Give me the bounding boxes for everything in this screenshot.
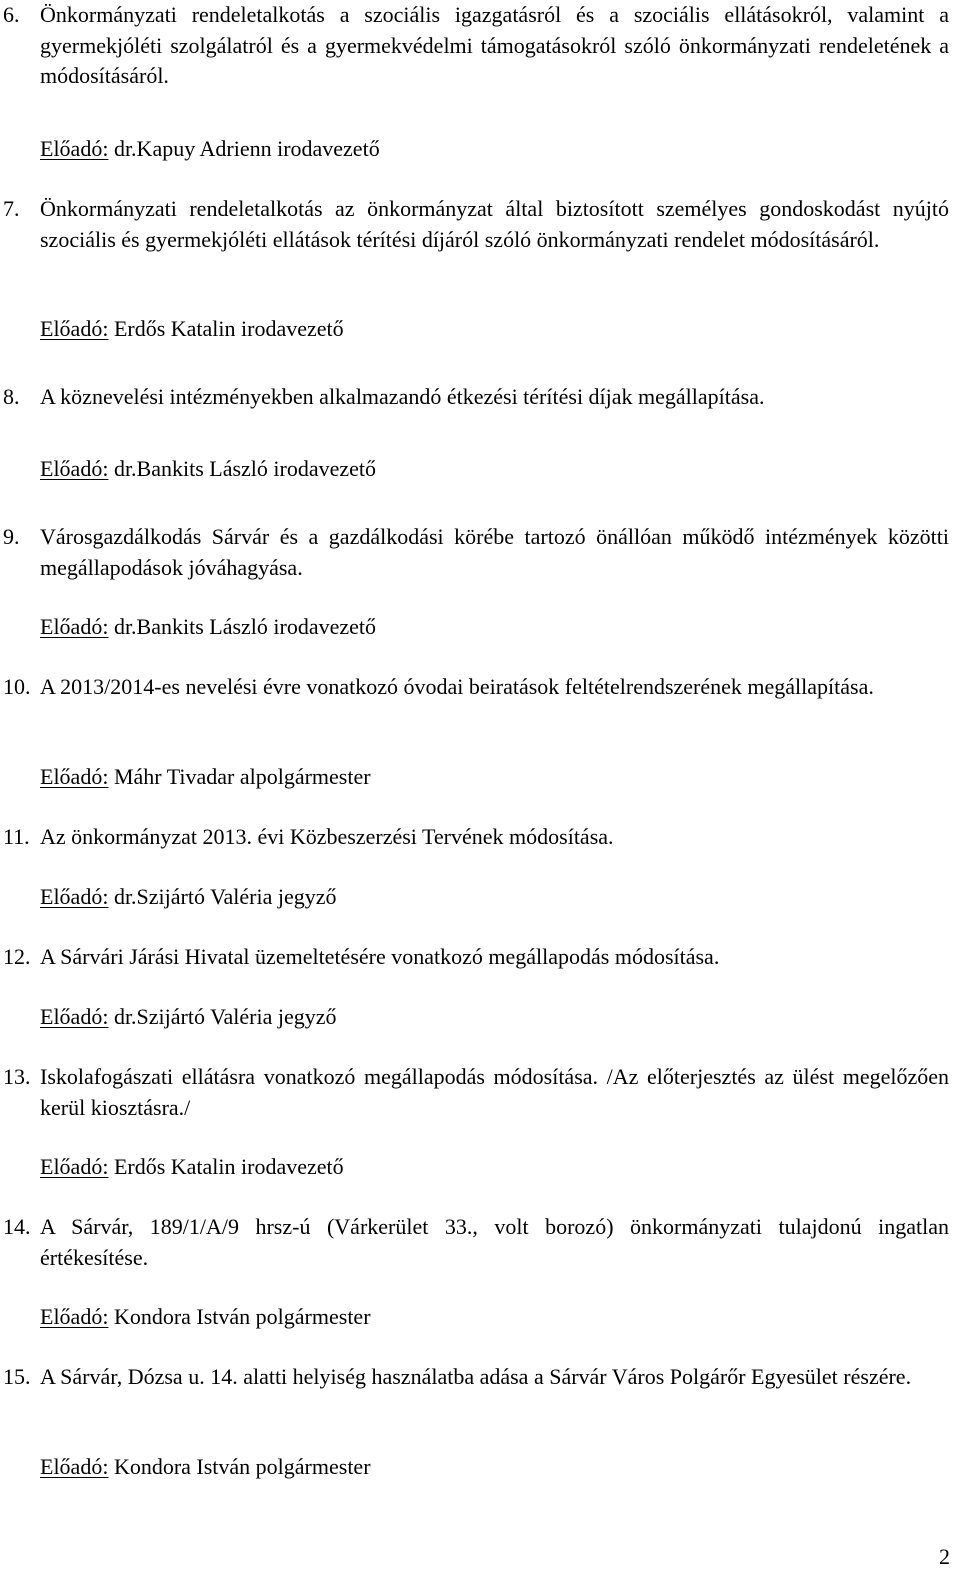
presenter-name: dr.Bankits László irodavezető xyxy=(108,614,377,639)
agenda-item-number: 11. xyxy=(3,824,30,849)
agenda-item-number: 6. xyxy=(3,2,20,27)
agenda-item-number: 8. xyxy=(3,384,20,409)
agenda-item-presenter xyxy=(40,1452,371,1482)
presenter-label: Előadó: xyxy=(40,884,109,909)
presenter-label: Előadó: xyxy=(40,1004,109,1029)
agenda-item-presenter xyxy=(40,314,344,344)
agenda-item-number: 9. xyxy=(3,524,20,549)
presenter-name: Erdős Katalin irodavezető xyxy=(108,316,344,341)
agenda-item-number: 10. xyxy=(3,674,31,699)
presenter-name: Kondora István polgármester xyxy=(108,1454,371,1479)
presenter-label: Előadó: xyxy=(40,1304,109,1329)
agenda-item-text: A Sárvári Járási Hivatal üzemeltetésére vonatkozó megállapodás módosítása. xyxy=(40,944,720,969)
presenter-label: Előadó: xyxy=(40,1454,109,1479)
agenda-item-text: A Sárvár, 189/1/A/9 hrsz-ú (Várkerület 33., volt borozó) önkormányzati tulajdonú ingatlan értékesítése. xyxy=(40,1214,949,1270)
presenter-label: Előadó: xyxy=(40,316,109,341)
agenda-item-text: A Sárvár, Dózsa u. 14. alatti helyiség használatba adása a Sárvár Város Polgárőr Egyesület részére. xyxy=(40,1364,912,1389)
agenda-item-text: A 2013/2014-es nevelési évre vonatkozó óvodai beiratások feltételrendszerének megállapítása. xyxy=(40,674,874,699)
agenda-item-presenter xyxy=(40,882,337,912)
agenda-item-number: 12. xyxy=(3,944,31,969)
agenda-item-text: Városgazdálkodás Sárvár és a gazdálkodási körébe tartozó önállóan működő intézmények közötti megállapodások jóváhagyása. xyxy=(40,524,949,580)
agenda-item-presenter xyxy=(40,612,376,642)
agenda-item-text: A köznevelési intézményekben alkalmazandó étkezési térítési díjak megállapítása. xyxy=(40,384,765,409)
presenter-name: Máhr Tivadar alpolgármester xyxy=(108,764,371,789)
presenter-name: Kondora István polgármester xyxy=(108,1304,371,1329)
agenda-item-number: 13. xyxy=(3,1064,31,1089)
presenter-name: dr.Szijártó Valéria jegyző xyxy=(108,1004,337,1029)
presenter-name: dr.Bankits László irodavezető xyxy=(108,456,377,481)
presenter-label: Előadó: xyxy=(40,614,109,639)
agenda-item-text: Iskolafogászati ellátásra vonatkozó megállapodás módosítása. /Az előterjesztés az ülést megelőzően kerül kiosztásra./ xyxy=(40,1064,949,1120)
agenda-item-text: Önkormányzati rendeletalkotás a szociális igazgatásról és a szociális ellátásokról, valamint a gyermekjóléti szolgálatról és a gyermekvédelmi támogatásokról szóló önkormányzati rendeletének a módosításáról. xyxy=(40,2,949,88)
agenda-item-number: 14. xyxy=(3,1214,31,1239)
presenter-label: Előadó: xyxy=(40,456,109,481)
presenter-name: Erdős Katalin irodavezető xyxy=(108,1154,344,1179)
agenda-item-number: 7. xyxy=(3,196,20,221)
agenda-item-number: 15. xyxy=(3,1364,31,1389)
agenda-item-presenter xyxy=(40,454,376,484)
presenter-name: dr.Kapuy Adrienn irodavezető xyxy=(108,136,380,161)
agenda-item-presenter xyxy=(40,762,371,792)
agenda-item-presenter xyxy=(40,134,380,164)
presenter-label: Előadó: xyxy=(40,136,109,161)
page-number: 2 xyxy=(939,1544,950,1569)
presenter-label: Előadó: xyxy=(40,1154,109,1179)
agenda-item-presenter xyxy=(40,1302,371,1332)
agenda-item-text: Önkormányzati rendeletalkotás az önkormányzat által biztosított személyes gondoskodást nyújtó szociális és gyermekjóléti ellátások térítési díjáról szóló önkormányzati rendelet módosításáról. xyxy=(40,196,949,252)
presenter-name: dr.Szijártó Valéria jegyző xyxy=(108,884,337,909)
presenter-label: Előadó: xyxy=(40,764,109,789)
agenda-item-presenter xyxy=(40,1002,337,1032)
agenda-item-text: Az önkormányzat 2013. évi Közbeszerzési Tervének módosítása. xyxy=(40,824,614,849)
agenda-item-presenter xyxy=(40,1152,344,1182)
